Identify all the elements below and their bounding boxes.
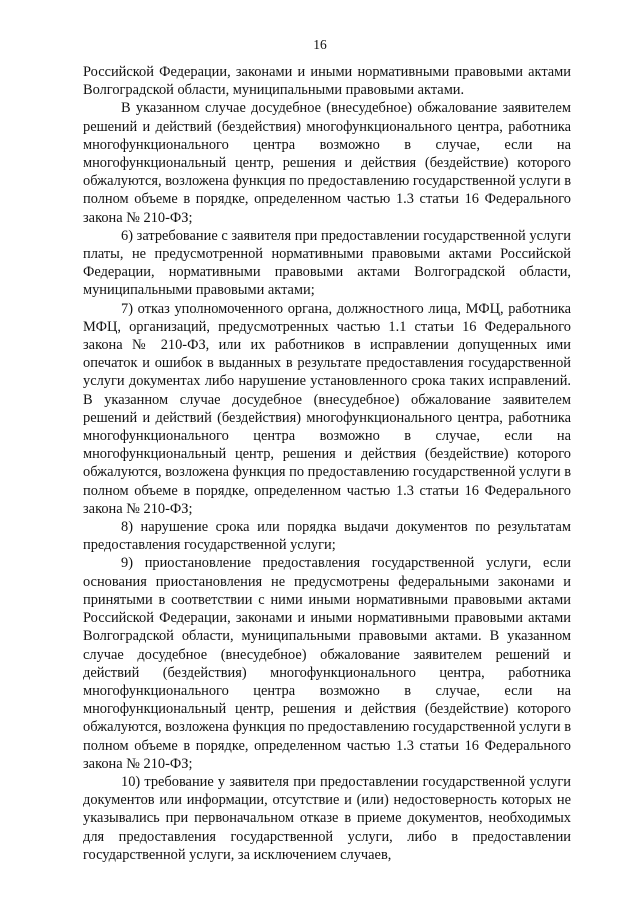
paragraph-item-6: 6) затребование с заявителя при предоставлении государственной услуги платы, не предусмотренной нормативными правовыми актами Российской Федерации, нормативными правовыми актами Волгоградской области, муниципальными правовыми актами;: [83, 227, 571, 299]
paragraph-item-7: 7) отказ уполномоченного органа, должностного лица, МФЦ, работника МФЦ, организаций, предусмотренных частью 1.1 статьи 16 Федерального закона № 210-ФЗ, или их работников в исправлении допущенных ими опечаток и ошибок в выданных в результате предоставления государственной услуги документах либо нарушение установленного срока таких исправлений. В указанном случае досудебное (внесудебное) обжалование заявителем решений и действий (бездействия) многофункционального центра, работника многофункционального центра возможно в случае, если на многофункциональный центр, решения и действия (бездействие) которого обжалуются, возложена функция по предоставлению государственной услуги в полном объеме в порядке, определенном частью 1.3 статьи 16 Федерального закона № 210-ФЗ;: [83, 300, 571, 517]
page-number: 16: [313, 37, 327, 52]
paragraph-continuation: Российской Федерации, законами и иными нормативными правовыми актами Волгоградской области, муниципальными правовыми актами.: [83, 64, 571, 99]
paragraph-item-9: 9) приостановление предоставления государственной услуги, если основания приостановления не предусмотрены федеральными законами и принятыми в соответствии с ними иными нормативными правовыми актами Российской Федерации, законами и иными нормативными правовыми актами Волгоградской области, муниципальными правовыми актами. В указанном случае досудебное (внесудебное) обжалование заявителем решений и действий (бездействия) многофункционального центра, работника многофункционального центра возможно в случае, если на многофункциональный центр, решения и действия (бездействие) которого обжалуются, возложена функция по предоставлению государственной услуги в полном объеме в порядке, определенном частью 1.3 статьи 16 Федерального закона № 210-ФЗ;: [83, 555, 571, 772]
paragraph-item-10: 10) требование у заявителя при предоставлении государственной услуги документов или информации, отсутствие и (или) недостоверность которых не указывались при первоначальном отказе в приеме документов, необходимых для предоставления государственной услуги, либо в предоставлении государственной услуги, за исключением случаев,: [83, 773, 571, 863]
paragraph-mfc-appeal: В указанном случае досудебное (внесудебное) обжалование заявителем решений и действий (бездействия) многофункционального центра, работника многофункционального центра возможно в случае, если на многофункциональный центр, решения и действия (бездействие) которого обжалуются, возложена функция по предоставлению государственной услуги в полном объеме в порядке, определенном частью 1.3 статьи 16 Федерального закона № 210-ФЗ;: [83, 100, 571, 226]
paragraph-item-8: 8) нарушение срока или порядка выдачи документов по результатам предоставления государственной услуги;: [83, 519, 571, 554]
document-body: [83, 63, 571, 864]
